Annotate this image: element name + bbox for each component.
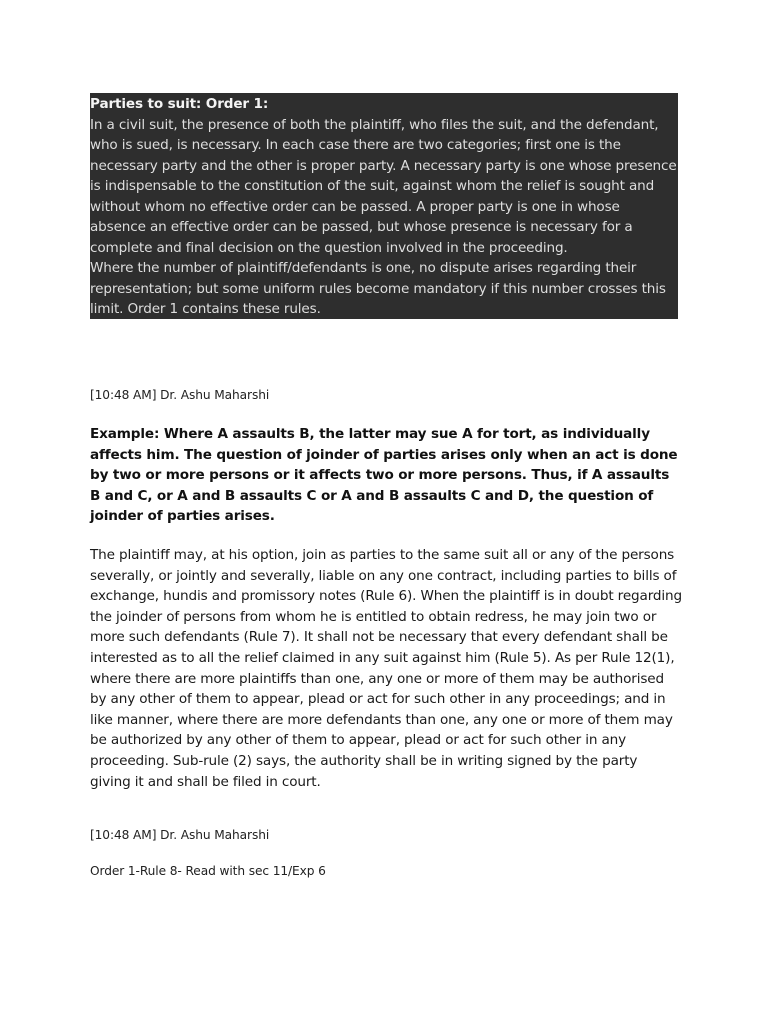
highlight-paragraph-2: Where the number of plaintiff/defendants is one, no dispute arises regarding their representation; but some uniform rules become mandatory if this number crosses this limit. Order 1 contains these rules. xyxy=(90,260,666,317)
message-timestamp: [10:48 AM] Dr. Ashu Maharshi xyxy=(90,388,270,402)
section-heading: Parties to suit: Order 1: xyxy=(90,96,269,112)
highlighted-text-block xyxy=(90,93,678,319)
order-reference-line: Order 1-Rule 8- Read with sec 11/Exp 6 xyxy=(90,864,326,878)
highlight-paragraph-1: In a civil suit, the presence of both the plaintiff, who files the suit, and the defendant, who is sued, is necessary. In each case there are two categories; first one is the necessary party and the other is proper party. A necessary party is one whose presence is indispensable to the constitution of the suit, against whom the relief is sought and without whom no effective order can be passed. A proper party is one in whose absence an effective order can be passed, but whose presence is necessary for a complete and final decision on the question involved in the proceeding. xyxy=(90,116,677,256)
message-timestamp: [10:48 AM] Dr. Ashu Maharshi xyxy=(90,828,270,842)
example-paragraph: Example: Where A assaults B, the latter may sue A for tort, as individually affects him. The question of joinder of parties arises only when an act is done by two or more persons or it affects two or more persons. Thus, if A assaults B and C, or A and B assaults C or A and B assaults C and D, the question of joinder of parties arises. xyxy=(90,426,678,524)
body-paragraph: The plaintiff may, at his option, join as parties to the same suit all or any of the persons severally, or jointly and severally, liable on any one contract, including parties to bills of exchange, hundis and promissory notes (Rule 6). When the plaintiff is in doubt regarding the joinder of persons from whom he is entitled to obtain redress, he may join two or more such defendants (Rule 7). It shall not be necessary that every defendant shall be interested as to all the relief claimed in any suit against him (Rule 5). As per Rule 12(1), where there are more plaintiffs than one, any one or more of them may be authorised by any other of them to appear, plead or act for such other in any proceedings; and in like manner, where there are more defendants than one, any one or more of them may be authorized by any other of them to appear, plead or act for such other in any proceeding. Sub-rule (2) says, the authority shall be in writing signed by the party giving it and shall be filed in court. xyxy=(90,547,682,790)
